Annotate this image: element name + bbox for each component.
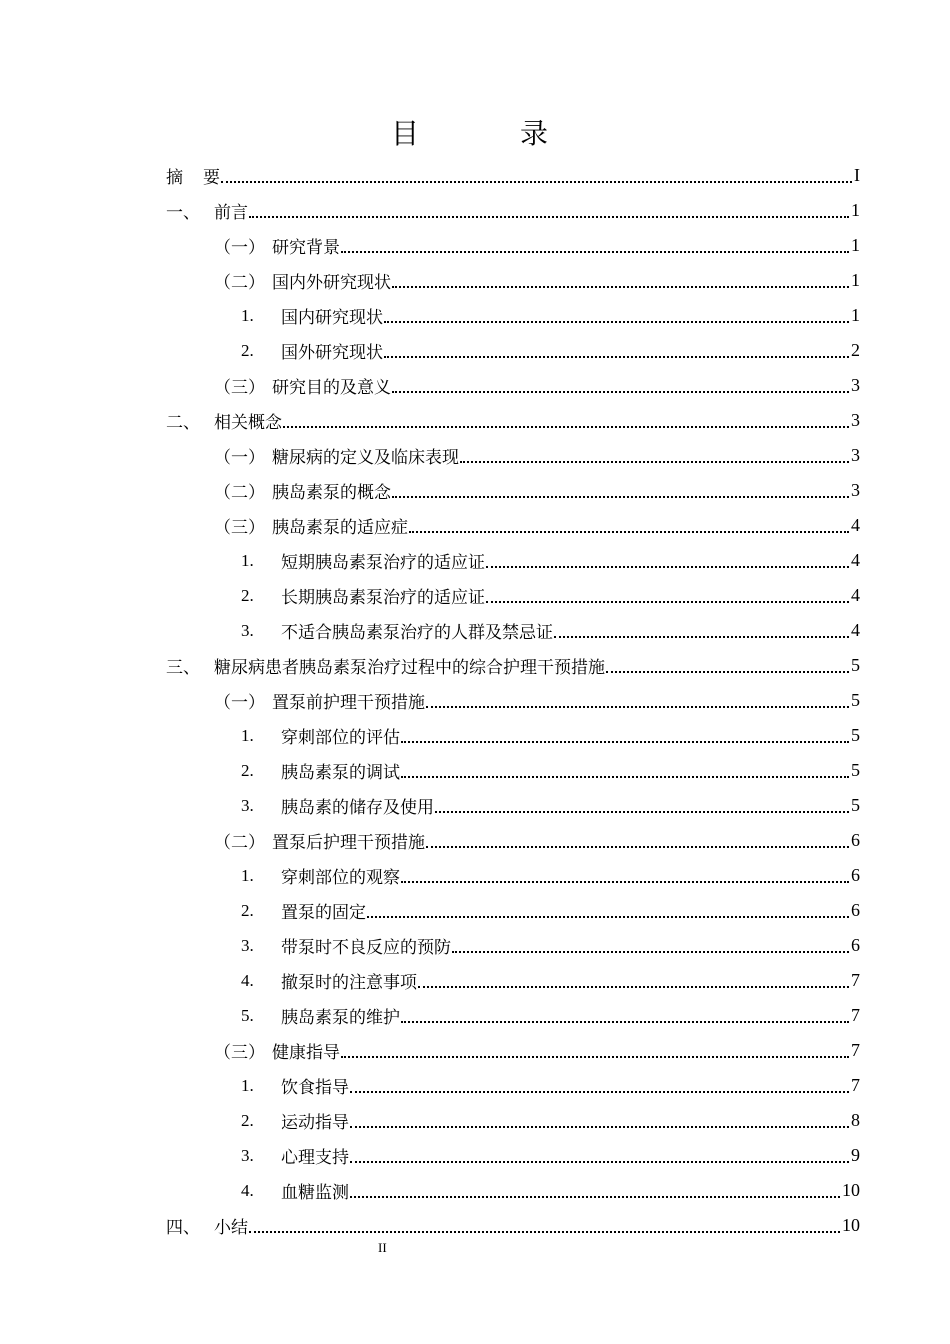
toc-entry-number: 1. [241, 725, 254, 745]
toc-entry-number: 3. [241, 795, 254, 815]
toc-entry[interactable] [166, 578, 860, 613]
dot-leader [452, 950, 849, 953]
toc-entry[interactable] [166, 228, 860, 263]
toc-entry-number: 2. [241, 1110, 254, 1130]
toc-entry-text: 饮食指导 [281, 1078, 349, 1098]
toc-entry[interactable] [166, 1103, 860, 1138]
toc-entry-page: 9 [851, 1145, 860, 1165]
toc-entry[interactable] [166, 1033, 860, 1068]
dot-leader [367, 915, 849, 918]
table-of-contents [166, 158, 860, 1243]
toc-entry-number: 1. [241, 1075, 254, 1095]
toc-entry[interactable] [166, 1208, 860, 1243]
toc-entry-text: 摘要 [166, 168, 240, 188]
toc-entry-text: 带泵时不良反应的预防 [281, 938, 451, 958]
toc-entry-text: 不适合胰岛素泵治疗的人群及禁忌证 [281, 623, 553, 643]
toc-entry-number: 2. [241, 585, 254, 605]
toc-entry-page: 10 [842, 1215, 860, 1235]
toc-entry-number: 一、 [166, 203, 200, 223]
toc-entry[interactable] [166, 823, 860, 858]
toc-entry-text: 健康指导 [272, 1043, 340, 1063]
toc-entry-page: 6 [851, 865, 860, 885]
dot-leader [554, 635, 849, 638]
toc-entry-page: 3 [851, 375, 860, 395]
dot-leader [401, 740, 849, 743]
toc-entry-number: 2. [241, 900, 254, 920]
toc-entry[interactable] [166, 1138, 860, 1173]
toc-entry[interactable] [166, 893, 860, 928]
dot-leader [426, 845, 849, 848]
toc-entry-page: 2 [851, 340, 860, 360]
toc-entry-number: （二） [214, 833, 265, 853]
toc-entry-number: （三） [214, 378, 265, 398]
toc-entry-page: 5 [851, 760, 860, 780]
dot-leader [409, 530, 849, 533]
toc-entry-page: 7 [851, 1075, 860, 1095]
toc-entry-number: 4. [241, 1180, 254, 1200]
toc-entry-text: 置泵前护理干预措施 [272, 693, 425, 713]
toc-entry[interactable] [166, 1173, 860, 1208]
dot-leader [392, 390, 849, 393]
toc-entry-text: 胰岛素泵的维护 [281, 1008, 400, 1028]
toc-entry-text: 糖尿病患者胰岛素泵治疗过程中的综合护理干预措施 [214, 658, 605, 678]
toc-entry-number: （一） [214, 238, 265, 258]
dot-leader [384, 320, 849, 323]
toc-entry[interactable] [166, 333, 860, 368]
toc-entry-number: （二） [214, 483, 265, 503]
toc-entry[interactable] [166, 928, 860, 963]
dot-leader [401, 1020, 849, 1023]
toc-entry-text: 置泵后护理干预措施 [272, 833, 425, 853]
toc-entry-page: 8 [851, 1110, 860, 1130]
toc-entry-page: 5 [851, 690, 860, 710]
toc-entry-page: 6 [851, 900, 860, 920]
toc-entry-text: 前言 [214, 203, 248, 223]
dot-leader [341, 250, 849, 253]
toc-entry-text: 国内研究现状 [281, 308, 383, 328]
toc-entry[interactable] [166, 998, 860, 1033]
dot-leader [460, 460, 849, 463]
toc-entry-page: 1 [851, 200, 860, 220]
dot-leader [350, 1195, 840, 1198]
dot-leader [350, 1090, 849, 1093]
toc-entry-text: 胰岛素泵的适应症 [272, 518, 408, 538]
toc-entry-text: 小结 [214, 1218, 248, 1238]
toc-entry-number: 1. [241, 865, 254, 885]
toc-entry-number: 四、 [166, 1218, 200, 1238]
toc-entry-text: 国外研究现状 [281, 343, 383, 363]
toc-entry-page: I [854, 165, 860, 185]
toc-entry-page: 1 [851, 305, 860, 325]
dot-leader [392, 495, 849, 498]
toc-entry[interactable] [166, 613, 860, 648]
toc-entry[interactable] [166, 718, 860, 753]
toc-entry-page: 7 [851, 1040, 860, 1060]
toc-entry-page: 10 [842, 1180, 860, 1200]
toc-entry[interactable] [166, 648, 860, 683]
dot-leader [341, 1055, 849, 1058]
toc-entry-text: 胰岛素泵的调试 [281, 763, 400, 783]
toc-entry[interactable] [166, 368, 860, 403]
toc-entry-number: 3. [241, 935, 254, 955]
toc-entry-text: 糖尿病的定义及临床表现 [272, 448, 459, 468]
toc-entry-number: 三、 [166, 658, 200, 678]
toc-entry[interactable] [166, 753, 860, 788]
toc-entry-page: 6 [851, 935, 860, 955]
toc-entry-page: 3 [851, 445, 860, 465]
toc-entry-page: 4 [851, 550, 860, 570]
dot-leader [401, 880, 849, 883]
dot-leader [426, 705, 849, 708]
toc-entry-text: 穿刺部位的观察 [281, 868, 400, 888]
toc-entry-text: 心理支持 [281, 1148, 349, 1168]
toc-entry[interactable] [166, 158, 860, 193]
toc-entry-number: 1. [241, 305, 254, 325]
toc-entry[interactable] [166, 788, 860, 823]
toc-entry-number: 5. [241, 1005, 254, 1025]
dot-leader [249, 1230, 840, 1233]
toc-entry-text: 长期胰岛素泵治疗的适应证 [281, 588, 485, 608]
toc-entry[interactable] [166, 438, 860, 473]
toc-entry-page: 1 [851, 270, 860, 290]
dot-leader [249, 215, 849, 218]
dot-leader [392, 285, 849, 288]
dot-leader [418, 985, 849, 988]
toc-entry-number: 2. [241, 760, 254, 780]
toc-entry[interactable] [166, 543, 860, 578]
dot-leader [486, 600, 849, 603]
dot-leader [384, 355, 849, 358]
toc-entry[interactable] [166, 508, 860, 543]
toc-entry-page: 6 [851, 830, 860, 850]
toc-entry[interactable] [166, 858, 860, 893]
toc-entry[interactable] [166, 683, 860, 718]
toc-entry[interactable] [166, 1068, 860, 1103]
dot-leader [350, 1125, 849, 1128]
toc-entry-page: 4 [851, 515, 860, 535]
toc-entry-page: 3 [851, 410, 860, 430]
toc-entry-text: 国内外研究现状 [272, 273, 391, 293]
dot-leader [283, 425, 849, 428]
toc-entry-text: 相关概念 [214, 413, 282, 433]
toc-entry-text: 胰岛素的储存及使用 [281, 798, 434, 818]
dot-leader [435, 810, 849, 813]
dot-leader [350, 1160, 849, 1163]
toc-entry-number: 3. [241, 620, 254, 640]
toc-entry-number: （二） [214, 273, 265, 293]
toc-entry-page: 3 [851, 480, 860, 500]
toc-entry-page: 7 [851, 1005, 860, 1025]
toc-entry-number: 1. [241, 550, 254, 570]
footer-page-number: II [378, 1240, 387, 1255]
toc-entry-number: （一） [214, 693, 265, 713]
dot-leader [486, 565, 849, 568]
toc-entry-number: 3. [241, 1145, 254, 1165]
dot-leader [401, 775, 849, 778]
toc-entry-number: 4. [241, 970, 254, 990]
toc-entry-text: 研究目的及意义 [272, 378, 391, 398]
toc-entry-text: 穿刺部位的评估 [281, 728, 400, 748]
toc-entry[interactable] [166, 298, 860, 333]
toc-entry-text: 研究背景 [272, 238, 340, 258]
toc-entry-text: 撤泵时的注意事项 [281, 973, 417, 993]
toc-entry-text: 血糖监测 [281, 1183, 349, 1203]
dot-leader [221, 180, 852, 183]
toc-entry[interactable] [166, 473, 860, 508]
toc-entry-page: 7 [851, 970, 860, 990]
toc-entry-number: （三） [214, 1043, 265, 1063]
toc-entry-page: 5 [851, 725, 860, 745]
toc-entry[interactable] [166, 263, 860, 298]
toc-entry-text: 短期胰岛素泵治疗的适应证 [281, 553, 485, 573]
toc-entry-page: 4 [851, 585, 860, 605]
dot-leader [606, 670, 849, 673]
toc-entry-page: 1 [851, 235, 860, 255]
toc-entry-text: 置泵的固定 [281, 903, 366, 923]
toc-entry-page: 5 [851, 795, 860, 815]
toc-entry-page: 5 [851, 655, 860, 675]
toc-entry-number: （一） [214, 448, 265, 468]
toc-entry-text: 胰岛素泵的概念 [272, 483, 391, 503]
toc-entry-text: 运动指导 [281, 1113, 349, 1133]
toc-entry[interactable] [166, 403, 860, 438]
page-title: 目 录 [391, 117, 594, 150]
toc-entry-page: 4 [851, 620, 860, 640]
toc-entry[interactable] [166, 963, 860, 998]
toc-entry-number: （三） [214, 518, 265, 538]
toc-entry-number: 二、 [166, 413, 200, 433]
toc-entry[interactable] [166, 193, 860, 228]
toc-entry-number: 2. [241, 340, 254, 360]
